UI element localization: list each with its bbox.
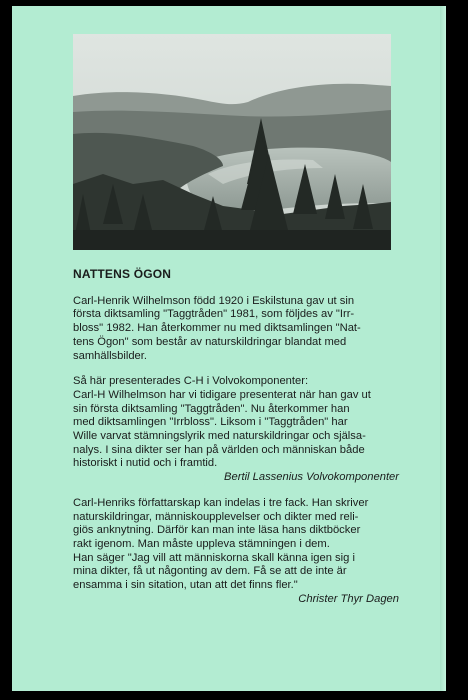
text-line: Wille varvat stämningslyrik med naturskildringar och själsa- <box>73 430 366 443</box>
attribution-1: Bertil Lassenius Volvokomponenter <box>224 471 399 484</box>
page-title: NATTENS ÖGON <box>73 267 172 281</box>
text-line: samhällsbilder. <box>73 349 147 362</box>
attribution-2: Christer Thyr Dagen <box>298 592 399 605</box>
text-line: mina dikter, få ut någonting av dem. Få se att de inte är <box>73 565 347 578</box>
intro-paragraph <box>73 295 399 364</box>
text-line: historiskt i nutid och i framtid. <box>73 457 218 470</box>
text-line: Carl-Henriks författarskap kan indelas i tre fack. Han skriver <box>73 496 369 509</box>
text-line: Så här presenterades C-H i Volvokomponenter: <box>73 375 309 388</box>
text-line: tens Ögon" som består av naturskildringar blandat med <box>73 335 347 348</box>
text-line: Han säger "Jag vill att människorna skall känna igen sig i <box>73 551 355 564</box>
text-line: Carl-H Wilhelmson har vi tidigare presenterat när han gav ut <box>73 388 371 401</box>
text-line: Carl-Henrik Wilhelmson född 1920 i Eskilstuna gav ut sin <box>73 294 355 307</box>
text-line: giös anknytning. Därför kan man inte läsa hans diktböcker <box>73 524 361 537</box>
text-line: naturskildringar, människoupplevelser och dikter med reli- <box>73 510 359 523</box>
landscape-photo-icon <box>73 34 391 250</box>
review-paragraph-1 <box>73 375 399 485</box>
text-line: bloss" 1982. Han återkommer nu med diktsamlingen "Nat- <box>73 322 361 335</box>
description-text <box>73 268 399 618</box>
review-paragraph-2 <box>73 497 399 607</box>
cover-edge <box>440 6 446 691</box>
text-line: sin första diktsamling "Taggtråden". Nu återkommer han <box>73 402 350 415</box>
text-line: med diktsamlingen "Irrbloss". Liksom i "Taggtråden" har <box>73 416 348 429</box>
text-line: ensamma i sin sitation, utan att det finns fler." <box>73 579 298 592</box>
text-line: första diktsamling "Taggtråden" 1981, som följdes av "Irr- <box>73 308 355 321</box>
text-line: rakt igenom. Man måste uppleva stämningen i dem. <box>73 537 330 550</box>
landscape-photo <box>73 34 391 250</box>
text-line: nalys. I sina dikter ser han på världen och människan både <box>73 443 365 456</box>
book-back-cover <box>12 6 446 691</box>
